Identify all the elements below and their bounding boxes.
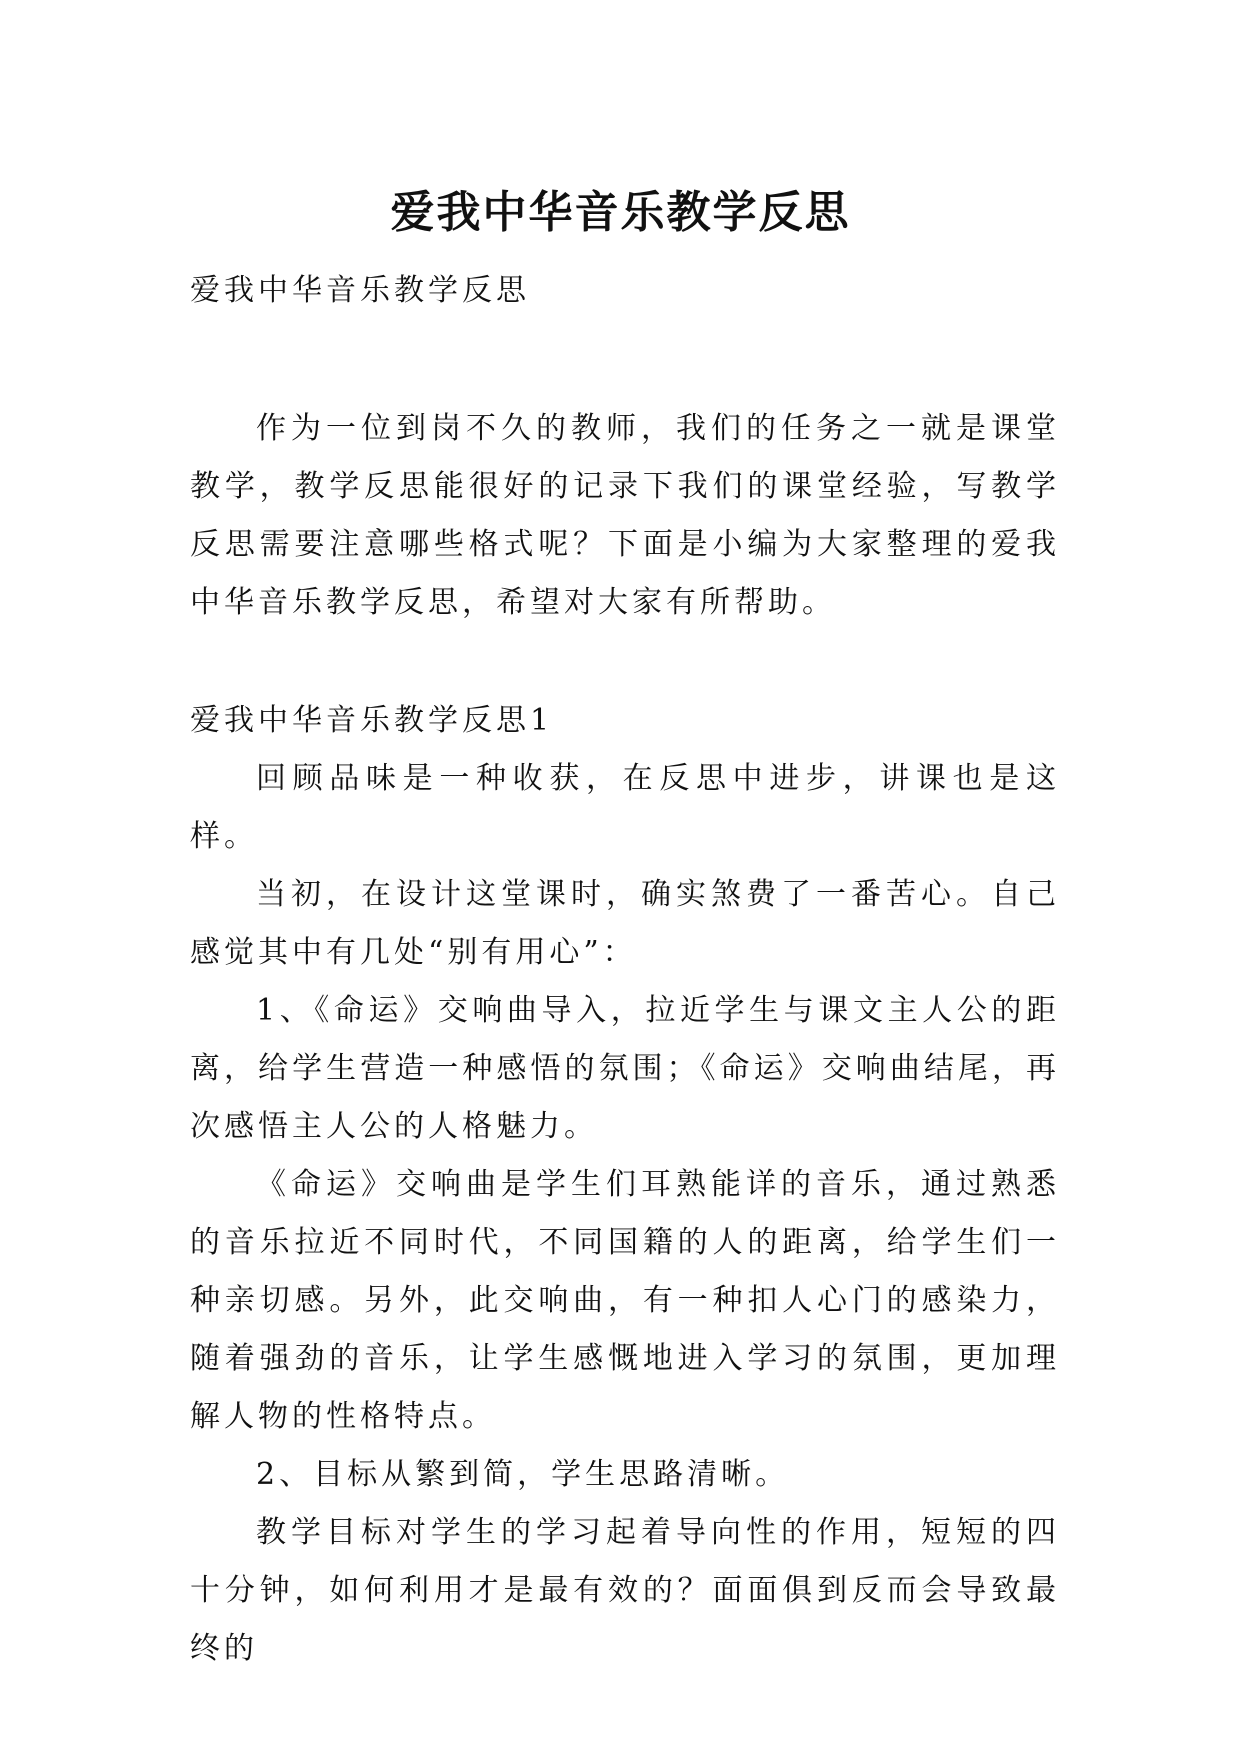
paragraph-3: 1、《命运》交响曲导入，拉近学生与课文主人公的距离，给学生营造一种感悟的氛围；《命运》交响曲结尾，再次感悟主人公的人格魅力。 <box>190 993 1060 1144</box>
paragraph-4: 《命运》交响曲是学生们耳熟能详的音乐，通过熟悉的音乐拉近不同时代，不同国籍的人的距离，给学生们一种亲切感。另外，此交响曲，有一种扣人心门的感染力，随着强劲的音乐，让学生感慨地进入学习的氛围，更加理解人物的性格特点。 <box>190 1167 1060 1434</box>
document-title: 爱我中华音乐教学反思 <box>390 187 851 239</box>
paragraph-2: 当初，在设计这堂课时，确实煞费了一番苦心。自己感觉其中有几处“别有用心”： <box>190 877 1060 970</box>
section-heading: 爱我中华音乐教学反思1 <box>190 703 554 738</box>
intro-text: 作为一位到岗不久的教师，我们的任务之一就是课堂教学，教学反思能很好的记录下我们的课堂经验，写教学反思需要注意哪些格式呢？下面是小编为大家整理的爱我中华音乐教学反思，希望对大家有所帮助。 <box>190 411 1060 620</box>
subtitle-text: 爱我中华音乐教学反思 <box>190 273 530 308</box>
paragraph-1: 回顾品味是一种收获，在反思中进步，讲课也是这样。 <box>190 761 1060 854</box>
paragraph-5: 2、目标从繁到简，学生思路清晰。 <box>256 1457 790 1492</box>
paragraph-6: 教学目标对学生的学习起着导向性的作用，短短的四十分钟，如何利用才是最有效的？面面俱到反而会导致最终的 <box>190 1515 1060 1666</box>
document-subtitle <box>190 262 1060 320</box>
reflection-section-1 <box>190 692 1060 1678</box>
intro-paragraph <box>190 400 1060 632</box>
